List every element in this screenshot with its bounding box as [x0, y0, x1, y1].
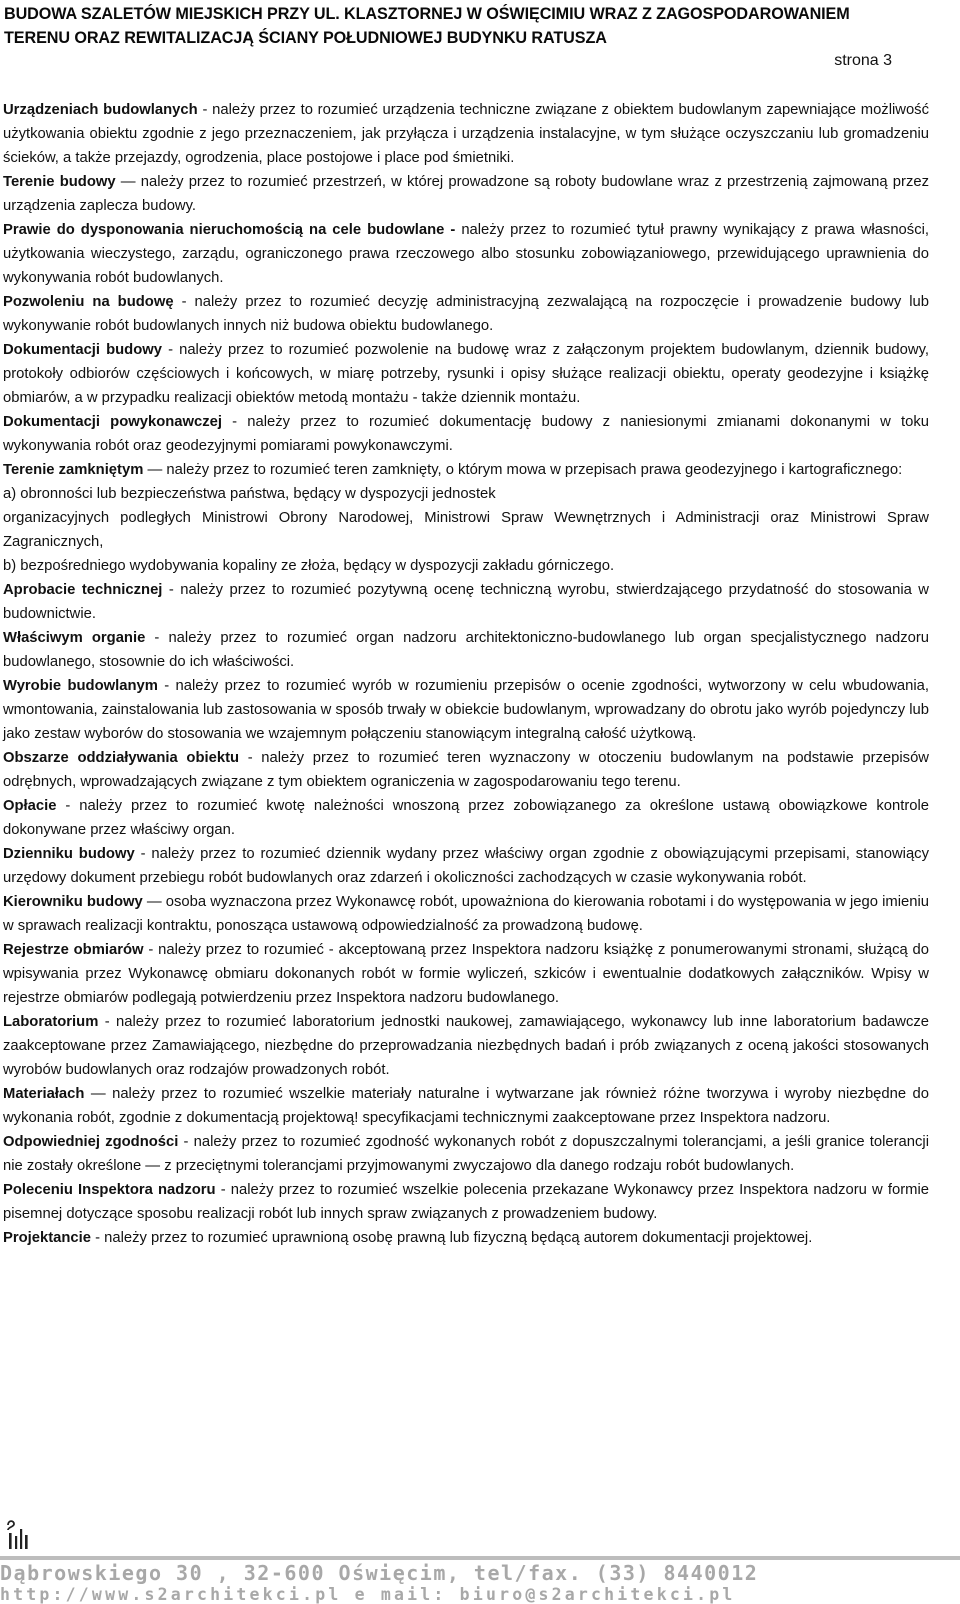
definition-item [3, 1178, 929, 1226]
definition-term: Obszarze oddziaływania obiektu [3, 750, 240, 766]
definition-term: Odpowiedniej zgodności [3, 1134, 179, 1150]
definition-subitem [3, 506, 929, 554]
definition-term: Kierowniku budowy [3, 894, 143, 910]
definition-item [3, 1082, 929, 1130]
definition-text: - należy przez to rozumieć zgodność wykonanych robót z dopuszczalnymi tolerancjami, a jeśli granice tolerancji nie zostały określone — z przeciętnymi tolerancjami przyjmowanymi zwyczajowo dla danego rodzaju robót budowlanych. [3, 1134, 929, 1174]
definition-item [3, 1130, 929, 1178]
definition-text: a) obronności lub bezpieczeństwa państwa, będący w dyspozycji jednostek [3, 486, 496, 502]
definition-term: Dokumentacji powykonawczej [3, 414, 223, 430]
definition-text: - należy przez to rozumieć pozwolenie na budowę wraz z załączonym projektem budowlanym, dziennik budowy, protokoły odbiorów częściowych i końcowych, w miarę potrzeby, rysunki i opisy służące realizacji obiektu, operaty geodezyjne i książkę obmiarów, a w przypadku realizacji obiektów metodą montażu - także dziennik montażu. [3, 342, 929, 406]
definition-item [3, 890, 929, 938]
definition-text: - należy przez to rozumieć organ nadzoru architektoniczno-budowlanego lub organ specjalistycznego nadzoru budowlanego, stosownie do ich właściwości. [3, 630, 930, 670]
definition-term: Poleceniu Inspektora nadzoru [3, 1182, 216, 1198]
document-title: BUDOWA SZALETÓW MIEJSKICH PRZY UL. KLASZTORNEJ W OŚWIĘCIMIU WRAZ Z ZAGOSPODAROWANIEM TERENU ORAZ REWITALIZACJĄ ŚCIANY POŁUDNIOWEJ BUDYNKU RATUSZA [4, 5, 850, 47]
definition-subitem [3, 482, 929, 506]
s2-architekci-logo-icon [6, 1516, 32, 1550]
definition-item [3, 578, 929, 626]
definition-text: - należy przez to rozumieć kwotę należności wnoszoną przez zobowiązanego za określone ustawą obowiązkowe kontrole dokonywane przez właściwy organ. [3, 798, 929, 838]
definition-item [3, 1226, 929, 1250]
definition-subitem [3, 554, 929, 578]
definition-term: Terenie zamkniętym [3, 462, 144, 478]
definition-text: - należy przez to rozumieć wyrób w rozumieniu przepisów o ocenie zgodności, wytworzony w celu wbudowania, wmontowania, zainstalowania lub zastosowania w sposób trwały w obiekcie budowlanym, wprowadzany do obrotu jako wyrób pojedynczy lub jako zestaw wyborów do stosowania we wzajemnym połączeniu stanowiącym integralną całość użytkową. [3, 678, 929, 742]
definition-text: - należy przez to rozumieć wszelkie polecenia przekazane Wykonawcy przez Inspektora nadzoru w formie pisemnej dotyczące sposobu realizacji robót lub innych spraw związanych z prowadzeniem budowy. [3, 1182, 929, 1222]
definition-text: - należy przez to rozumieć pozytywną ocenę techniczną wyrobu, stwierdzającego przydatność do stosowania w budownictwie. [3, 582, 929, 622]
definition-text: należy przez to rozumieć tytuł prawny wynikający z prawa własności, użytkowania wieczystego, zarządu, ograniczonego prawa rzeczowego albo stosunku zobowiązaniowego, przewidującego uprawnienia do wykonywania robót budowlanych. [3, 222, 929, 286]
definition-item [3, 626, 929, 674]
definition-text: - należy przez to rozumieć teren wyznaczony w otoczeniu budowlanym na podstawie przepisów odrębnych, wprowadzających związane z tym obiektem ograniczenia w zagospodarowaniu tego terenu. [3, 750, 929, 790]
definition-text: - należy przez to rozumieć - akceptowaną przez Inspektora nadzoru książkę z ponumerowanymi stronami, służącą do wpisywania przez Wykonawcę obmiaru dokonanych robót w formie wyliczeń, szkiców i ewentualnie dodatkowych załączników. Wpisy w rejestrze obmiarów podlegają potwierdzeniu przez Inspektora nadzoru budowlanego. [3, 942, 929, 1006]
definition-item [3, 746, 929, 794]
definition-term: Materiałach [3, 1086, 85, 1102]
footer-divider [0, 1556, 960, 1560]
definition-term: Dzienniku budowy [3, 846, 135, 862]
definition-text: - należy przez to rozumieć uprawnioną osobę prawną lub fizyczną będącą autorem dokumentacji projektowej. [91, 1230, 813, 1246]
definition-text: — osoba wyznaczona przez Wykonawcę robót, upoważniona do kierowania robotami i do występowania w jego imieniu w sprawach realizacji kontraktu, ponosząca ustawową odpowiedzialność za prowadzoną budowę. [3, 894, 929, 934]
definition-text: - należy przez to rozumieć decyzję administracyjną zezwalającą na rozpoczęcie i prowadzenie budowy lub wykonywanie robót budowlanych innych niż budowa obiektu budowlanego. [3, 294, 929, 334]
definition-term: Wyrobie budowlanym [3, 678, 158, 694]
definition-item [3, 98, 929, 170]
definition-item [3, 218, 929, 290]
definitions-list [3, 98, 929, 1250]
definition-term: Urządzeniach budowlanych [3, 102, 198, 118]
definition-text: organizacyjnych podległych Ministrowi Obrony Narodowej, Ministrowi Spraw Wewnętrznych i Administracji oraz Ministrowi Spraw Zagranicznych, [3, 510, 929, 550]
definition-term: Aprobacie technicznej [3, 582, 163, 598]
definition-text: - należy przez to rozumieć dziennik wydany przez właściwy organ zgodnie z obowiązującymi przepisami, stanowiący urzędowy dokument przebiegu robót budowlanych oraz zdarzeń i okoliczności zachodzących w czasie wykonywania robót. [3, 846, 929, 886]
definition-item [3, 338, 929, 410]
definition-text: — należy przez to rozumieć teren zamknięty, o którym mowa w przepisach prawa geodezyjnego i kartograficznego: [143, 462, 903, 478]
definition-term: Właściwym organie [3, 630, 146, 646]
definition-text: - należy przez to rozumieć urządzenia techniczne związane z obiektem budowlanym zapewniające możliwość użytkowania obiektu zgodnie z jego przeznaczeniem, jak przyłącza i urządzenia instalacyjne, w tym służące oczyszczaniu lub gromadzeniu ścieków, a także przejazdy, ogrodzenia, place postojowe i place pod śmietniki. [3, 102, 929, 166]
definition-term: Opłacie [3, 798, 57, 814]
definition-item [3, 170, 929, 218]
definition-term: Laboratorium [3, 1014, 99, 1030]
definition-item [3, 794, 929, 842]
definition-item [3, 1010, 929, 1082]
definition-text: - należy przez to rozumieć dokumentację budowy z naniesionymi zmianami dokonanymi w toku wykonywania robót oraz geodezyjnymi pomiarami powykonawczymi. [3, 414, 929, 454]
definition-item [3, 290, 929, 338]
definition-item [3, 458, 929, 482]
definition-term: Projektancie [3, 1230, 92, 1246]
definition-text: b) bezpośredniego wydobywania kopaliny ze złoża, będący w dyspozycji zakładu górniczego. [3, 558, 615, 574]
footer-address: Dąbrowskiego 30 , 32-600 Oświęcim, tel/fax. (33) 8440012 [0, 1561, 759, 1585]
definition-term: Rejestrze obmiarów [3, 942, 144, 958]
definition-term: Prawie do dysponowania nieruchomością na cele budowlane - [3, 222, 456, 238]
page-number: strona 3 [834, 52, 892, 69]
definition-text: — należy przez to rozumieć wszelkie materiały naturalne i wytwarzane jak również różne tworzywa i wyroby niezbędne do wykonania robót, zgodnie z dokumentacją projektową! specyfikacjami technicznymi zaakceptowane przez Inspektora nadzoru. [3, 1086, 929, 1126]
definition-item [3, 410, 929, 458]
definition-item [3, 842, 929, 890]
definition-term: Terenie budowy [3, 174, 116, 190]
definition-term: Dokumentacji budowy [3, 342, 162, 358]
definition-term: Pozwoleniu na budowę [3, 294, 174, 310]
definition-item [3, 674, 929, 746]
definition-text: - należy przez to rozumieć laboratorium jednostki naukowej, zamawiającego, wykonawcy lub inne laboratorium badawcze zaakceptowane przez Zamawiającego, niezbędne do przeprowadzania niezbędnych badań i prób związanych z oceną jakości stosowanych wyrobów budowlanych oraz rodzajów prowadzonych robót. [3, 1014, 929, 1078]
definition-item [3, 938, 929, 1010]
footer-contact: http://www.s2architekci.pl e mail: biuro@s2architekci.pl [0, 1585, 736, 1604]
definition-text: — należy przez to rozumieć przestrzeń, w której prowadzone są roboty budowlane wraz z przestrzenią zajmowaną przez urządzenia zaplecza budowy. [3, 174, 929, 214]
